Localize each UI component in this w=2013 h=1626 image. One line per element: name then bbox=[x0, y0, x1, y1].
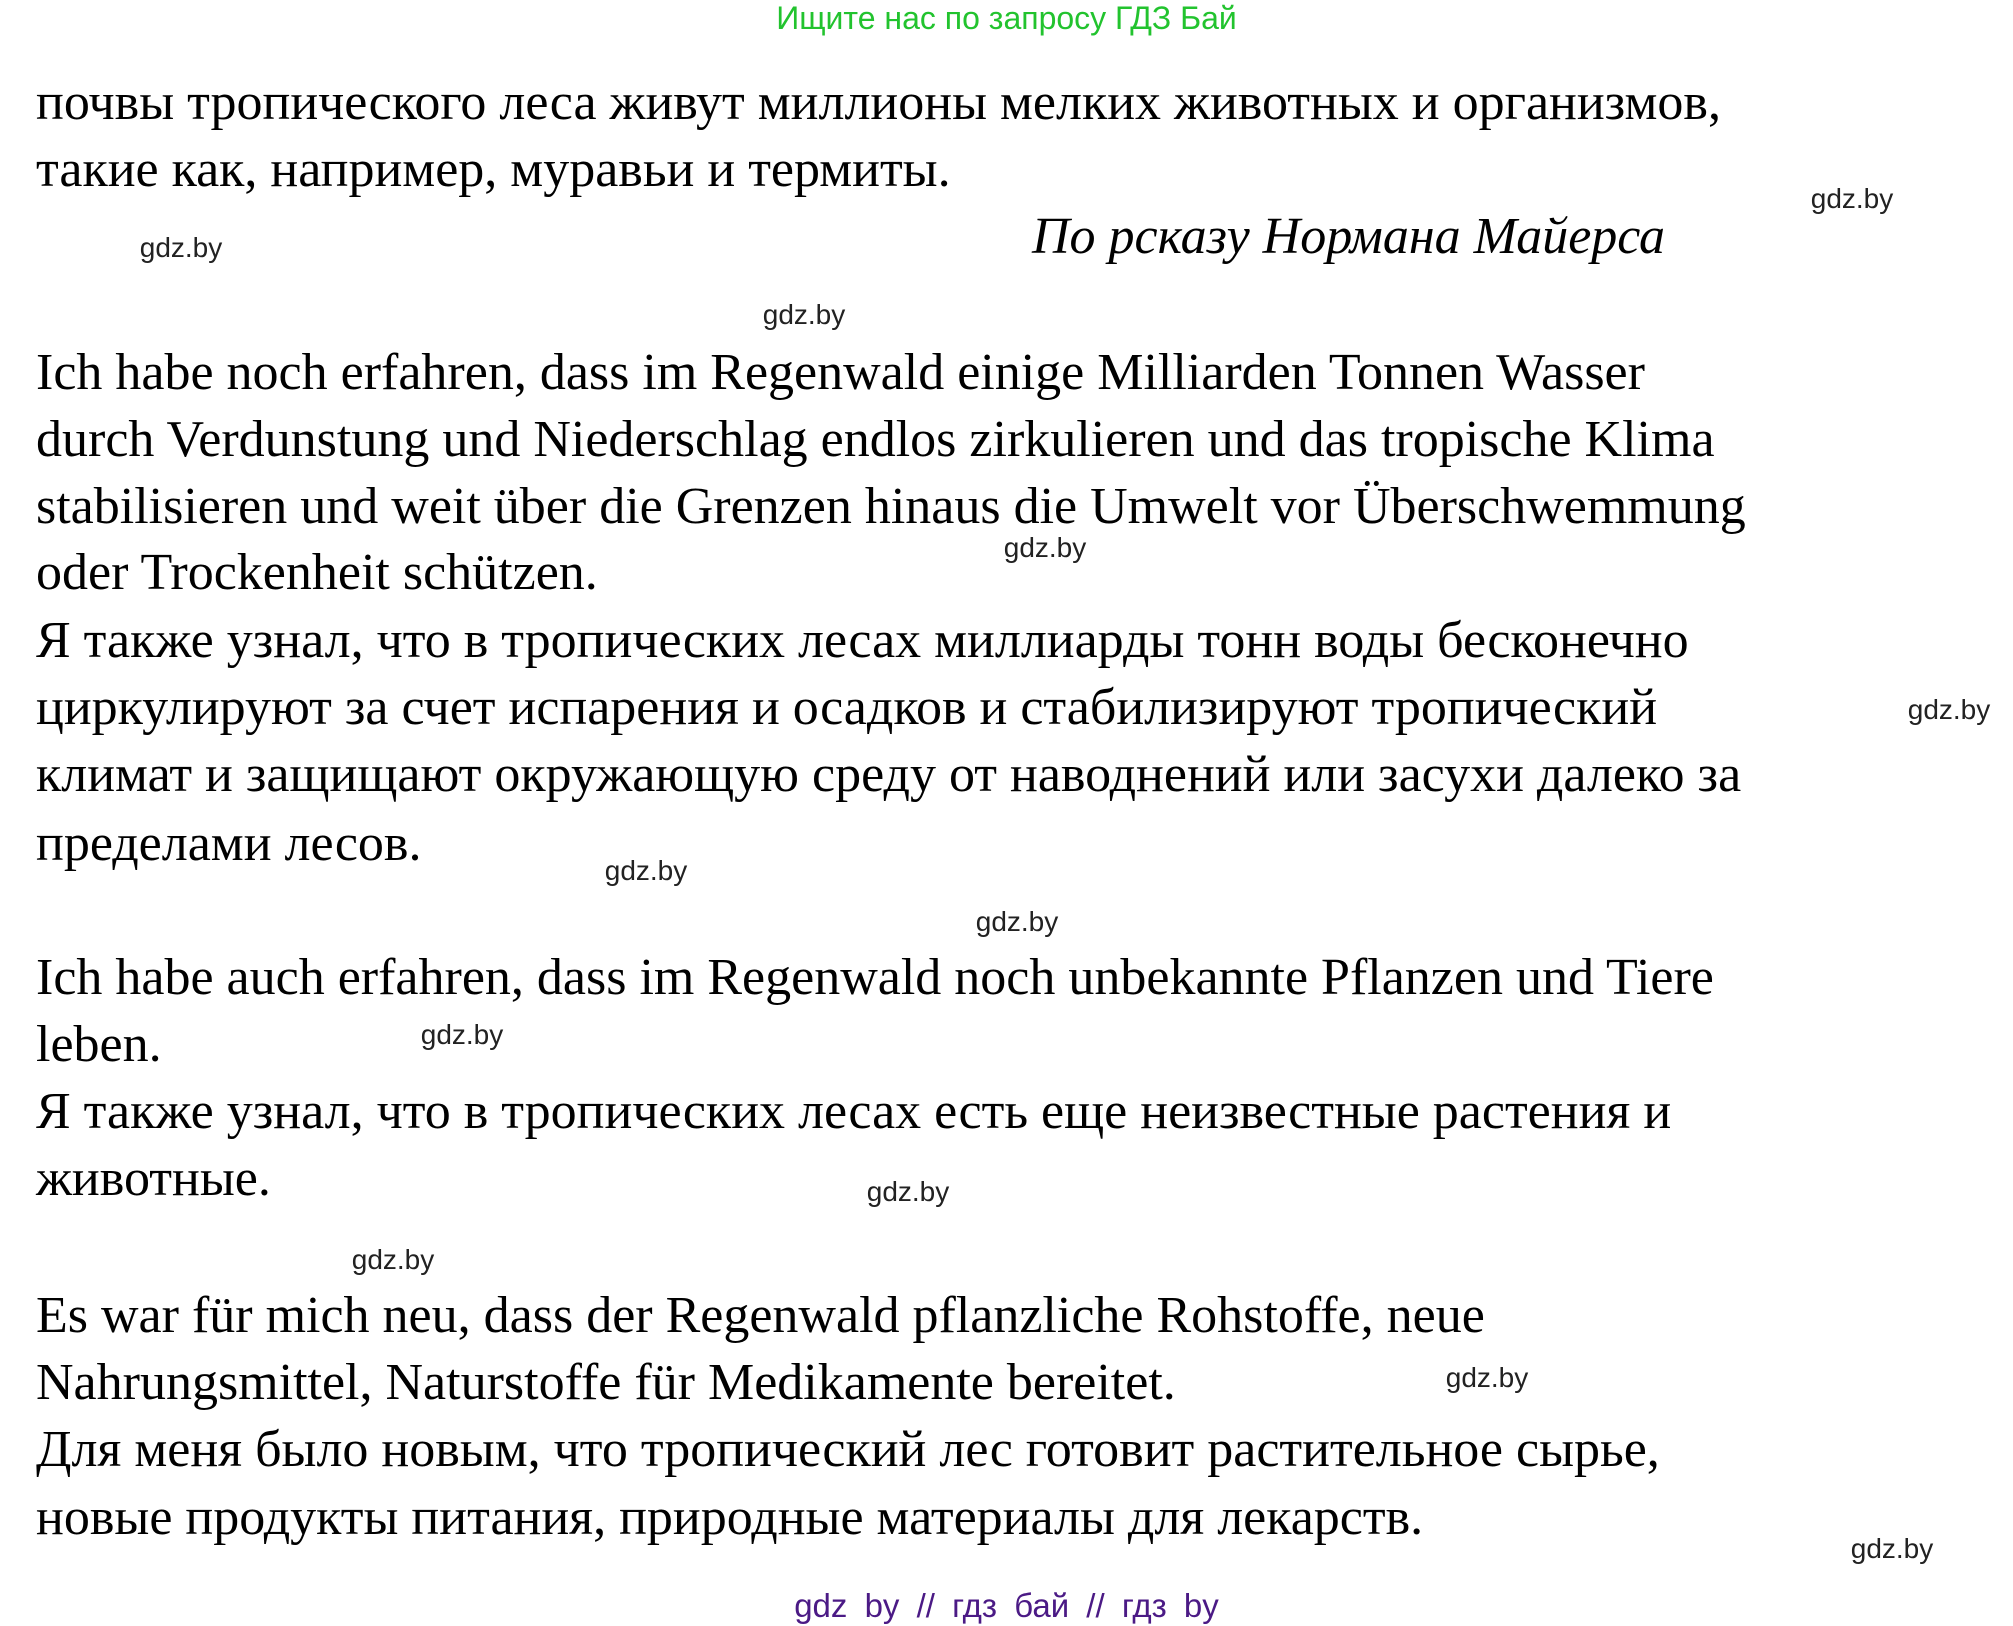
text-line: oder Trockenheit schützen. bbox=[36, 544, 598, 601]
text-line: Для меня было новым, что тропический лес готовит растительное сырье, bbox=[36, 1421, 1660, 1478]
watermark: gdz.by bbox=[604, 855, 688, 886]
text-line: пределами лесов. bbox=[36, 815, 422, 872]
watermark: gdz.by bbox=[351, 1244, 435, 1275]
text-line: Я также узнал, что в тропических лесах есть еще неизвестные растения и bbox=[36, 1083, 1672, 1140]
text-line: почвы тропического леса живут миллионы мелких животных и организмов, bbox=[36, 74, 1721, 131]
watermark: gdz.by bbox=[139, 232, 223, 263]
text-line: Ich habe auch erfahren, dass im Regenwald noch unbekannte Pflanzen und Tiere bbox=[36, 949, 1714, 1006]
text-line: leben. bbox=[36, 1016, 162, 1073]
text-line: климат и защищают окружающую среду от наводнений или засухи далеко за bbox=[36, 746, 1742, 803]
watermark: gdz.by bbox=[975, 906, 1059, 937]
text-line: животные. bbox=[36, 1150, 271, 1207]
text-line: Es war für mich neu, dass der Regenwald pflanzliche Rohstoffe, neue bbox=[36, 1287, 1485, 1344]
footer-links: gdz by // гдз бай // гдз by bbox=[794, 1587, 1219, 1624]
watermark: gdz.by bbox=[420, 1019, 504, 1050]
text-line: Ich habe noch erfahren, dass im Regenwald einige Milliarden Tonnen Wasser bbox=[36, 344, 1645, 401]
watermark: gdz.by bbox=[1003, 532, 1087, 563]
watermark: gdz.by bbox=[1810, 183, 1894, 214]
text-line: Я также узнал, что в тропических лесах миллиарды тонн воды бесконечно bbox=[36, 612, 1689, 669]
watermark: gdz.by bbox=[866, 1176, 950, 1207]
watermark: gdz.by bbox=[1907, 694, 1991, 725]
watermark: gdz.by bbox=[762, 299, 846, 330]
text-line: Nahrungsmittel, Naturstoffe für Medikamente bereitet. bbox=[36, 1354, 1176, 1411]
attribution: По рсказу Нормана Майерса bbox=[1032, 208, 1666, 265]
text-line: новые продукты питания, природные материалы для лекарств. bbox=[36, 1489, 1424, 1546]
text-line: такие как, например, муравьи и термиты. bbox=[36, 141, 951, 198]
watermark: gdz.by bbox=[1445, 1362, 1529, 1393]
text-line: stabilisieren und weit über die Grenzen hinaus die Umwelt vor Überschwemmung bbox=[36, 478, 1746, 535]
header-banner: Ищите нас по запросу ГДЗ Бай bbox=[776, 0, 1237, 36]
watermark: gdz.by bbox=[1850, 1533, 1934, 1564]
text-line: durch Verdunstung und Niederschlag endlos zirkulieren und das tropische Klima bbox=[36, 411, 1715, 468]
text-line: циркулируют за счет испарения и осадков и стабилизируют тропический bbox=[36, 679, 1658, 736]
